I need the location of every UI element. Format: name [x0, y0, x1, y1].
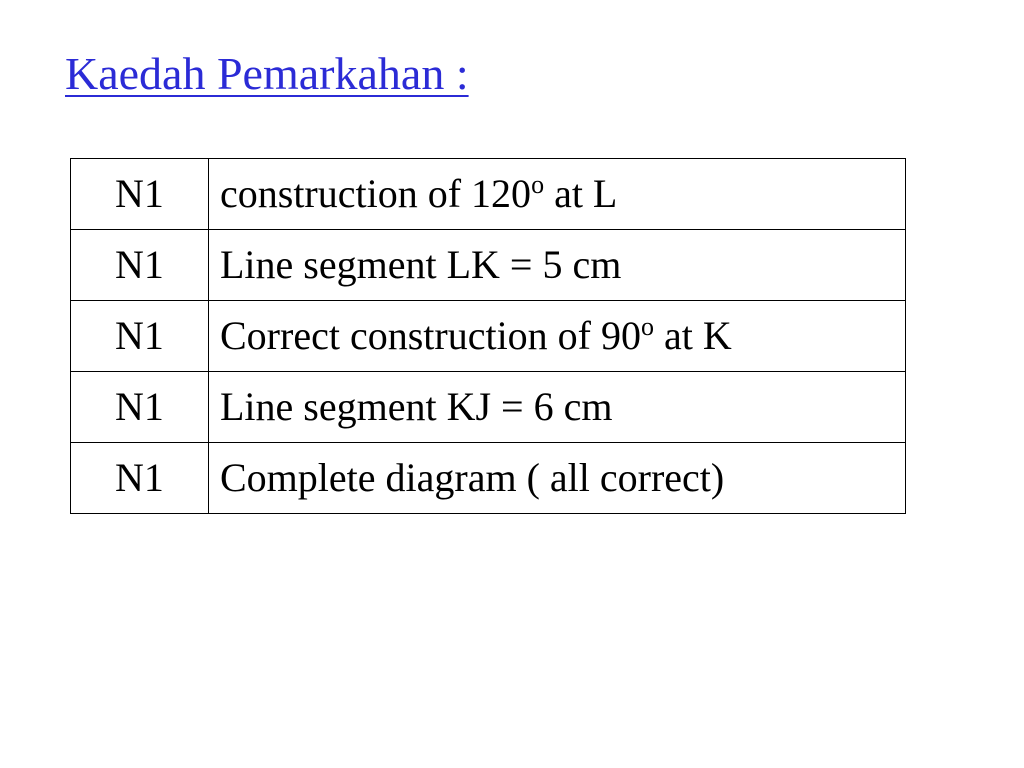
table-row — [71, 230, 906, 301]
mark-cell: N1 — [71, 301, 209, 372]
description-text: at K — [654, 313, 732, 358]
table-row — [71, 443, 906, 514]
mark-cell: N1 — [71, 372, 209, 443]
marking-scheme-table — [70, 158, 906, 514]
table-row — [71, 301, 906, 372]
description-cell: Line segment LK = 5 cm — [209, 230, 906, 301]
table-row — [71, 372, 906, 443]
description-cell — [209, 301, 906, 372]
description-text: construction of 120 — [220, 171, 532, 216]
mark-cell: N1 — [71, 443, 209, 514]
description-text: at L — [544, 171, 618, 216]
degree-superscript: o — [531, 170, 545, 199]
description-cell: Line segment KJ = 6 cm — [209, 372, 906, 443]
degree-superscript: o — [641, 312, 654, 341]
description-cell: Complete diagram ( all correct) — [209, 443, 906, 514]
description-text: Correct construction of 90 — [220, 313, 641, 358]
table-row — [71, 159, 906, 230]
mark-cell: N1 — [71, 159, 209, 230]
mark-cell: N1 — [71, 230, 209, 301]
page-title: Kaedah Pemarkahan : — [65, 48, 469, 99]
description-cell — [209, 159, 906, 230]
